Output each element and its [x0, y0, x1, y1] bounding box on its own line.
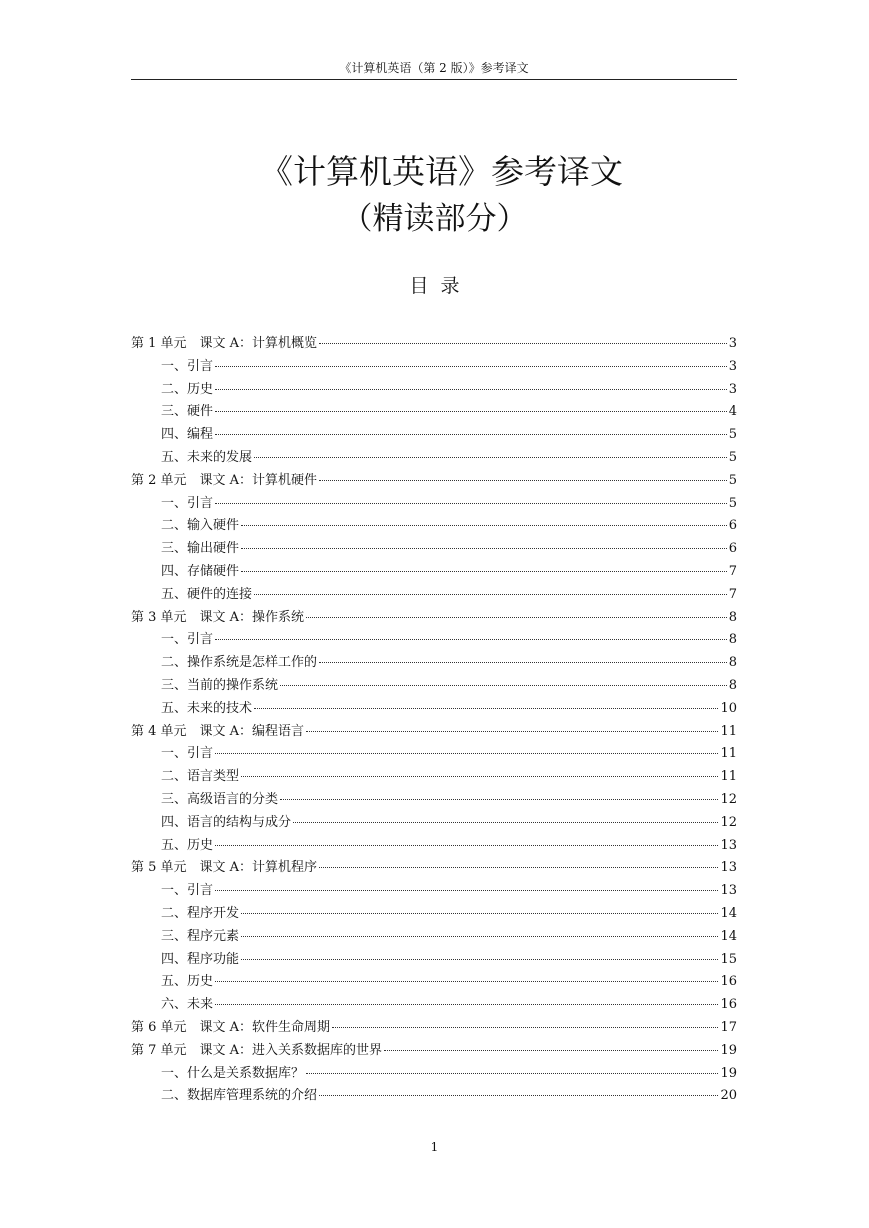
table-of-contents: [131, 333, 737, 1108]
toc-unit-entry[interactable]: [131, 470, 737, 493]
toc-section-entry[interactable]: [131, 356, 737, 379]
toc-entry-label: 五、未来的技术: [161, 700, 253, 716]
toc-entry-page: 13: [720, 837, 737, 853]
toc-entry-label: 一、引言: [161, 632, 214, 648]
toc-dot-leader: [306, 617, 727, 618]
toc-unit-entry[interactable]: [131, 721, 737, 744]
toc-section-entry[interactable]: [131, 515, 737, 538]
toc-entry-page: 3: [728, 336, 737, 351]
toc-entry-page: 8: [728, 632, 737, 648]
toc-entry-page: 7: [728, 563, 737, 579]
toc-entry-label: 二、输入硬件: [161, 518, 240, 534]
toc-dot-leader: [215, 639, 727, 640]
toc-entry-label: 二、历史: [161, 381, 214, 397]
toc-dot-leader: [215, 503, 727, 504]
toc-entry-page: 20: [720, 1088, 737, 1104]
toc-section-entry[interactable]: [131, 789, 737, 812]
toc-section-entry[interactable]: [131, 812, 737, 835]
toc-dot-leader: [241, 776, 718, 777]
toc-entry-page: 4: [728, 404, 737, 420]
toc-entry-page: 17: [720, 1019, 737, 1035]
toc-dot-leader: [215, 411, 727, 412]
toc-entry-label: 二、操作系统是怎样工作的: [161, 655, 318, 671]
toc-dot-leader: [241, 525, 727, 526]
toc-dot-leader: [319, 867, 718, 868]
page-number: 1: [430, 1140, 439, 1154]
toc-entry-label: 三、硬件: [161, 404, 214, 420]
toc-section-entry[interactable]: [131, 538, 737, 561]
toc-entry-label: 第 1 单元 课文 A：计算机概览: [131, 336, 318, 351]
toc-entry-label: 三、程序元素: [161, 928, 240, 944]
toc-dot-leader: [254, 457, 727, 458]
toc-entry-page: 8: [728, 655, 737, 671]
toc-entry-page: 11: [720, 723, 737, 739]
toc-dot-leader: [215, 890, 718, 891]
toc-section-entry[interactable]: [131, 1085, 737, 1108]
toc-dot-leader: [215, 389, 727, 390]
toc-entry-label: 一、引言: [161, 358, 214, 374]
toc-section-entry[interactable]: [131, 447, 737, 470]
toc-unit-entry[interactable]: [131, 1017, 737, 1040]
toc-dot-leader: [241, 936, 718, 937]
toc-entry-label: 第 6 单元 课文 A：软件生命周期: [131, 1019, 331, 1035]
toc-entry-label: 一、引言: [161, 883, 214, 899]
toc-dot-leader: [384, 1050, 718, 1051]
toc-section-entry[interactable]: [131, 1063, 737, 1086]
toc-entry-page: 19: [720, 1042, 737, 1058]
toc-dot-leader: [319, 1095, 718, 1096]
toc-section-entry[interactable]: [131, 994, 737, 1017]
toc-dot-leader: [241, 548, 727, 549]
toc-section-entry[interactable]: [131, 584, 737, 607]
toc-entry-label: 一、什么是关系数据库？: [161, 1065, 305, 1081]
toc-section-entry[interactable]: [131, 629, 737, 652]
toc-entry-page: 10: [720, 700, 737, 716]
toc-entry-label: 第 5 单元 课文 A：计算机程序: [131, 860, 318, 876]
toc-entry-label: 四、程序功能: [161, 951, 240, 967]
toc-section-entry[interactable]: [131, 493, 737, 516]
document-title: 《计算机英语》参考译文: [260, 152, 623, 191]
toc-entry-label: 四、语言的结构与成分: [161, 814, 292, 830]
toc-entry-page: 5: [728, 495, 737, 511]
toc-entry-label: 一、引言: [161, 495, 214, 511]
toc-dot-leader: [306, 731, 718, 732]
toc-dot-leader: [254, 708, 718, 709]
toc-entry-page: 6: [728, 518, 737, 534]
toc-entry-label: 五、历史: [161, 837, 214, 853]
toc-entry-label: 二、数据库管理系统的介绍: [161, 1088, 318, 1104]
toc-entry-page: 5: [728, 472, 737, 488]
toc-section-entry[interactable]: [131, 880, 737, 903]
toc-entry-page: 3: [728, 358, 737, 374]
toc-entry-page: 6: [728, 541, 737, 557]
toc-dot-leader: [280, 685, 727, 686]
toc-dot-leader: [215, 1004, 718, 1005]
toc-dot-leader: [215, 845, 718, 846]
toc-section-entry[interactable]: [131, 424, 737, 447]
toc-unit-entry[interactable]: [131, 1040, 737, 1063]
toc-dot-leader: [215, 981, 718, 982]
toc-section-entry[interactable]: [131, 903, 737, 926]
toc-entry-label: 二、程序开发: [161, 905, 240, 921]
toc-entry-label: 五、未来的发展: [161, 449, 253, 465]
toc-section-entry[interactable]: [131, 743, 737, 766]
toc-entry-page: 16: [720, 974, 737, 990]
header-rule: [131, 79, 737, 80]
toc-entry-page: 12: [720, 814, 737, 830]
toc-dot-leader: [215, 366, 727, 367]
toc-unit-entry[interactable]: [131, 857, 737, 880]
toc-section-entry[interactable]: [131, 401, 737, 424]
toc-entry-label: 三、高级语言的分类: [161, 791, 279, 807]
toc-dot-leader: [241, 571, 727, 572]
toc-dot-leader: [319, 343, 727, 344]
toc-dot-leader: [280, 799, 718, 800]
toc-unit-entry[interactable]: [131, 333, 737, 356]
toc-section-entry[interactable]: [131, 561, 737, 584]
toc-dot-leader: [332, 1027, 718, 1028]
toc-entry-label: 五、硬件的连接: [161, 586, 253, 602]
toc-dot-leader: [241, 913, 718, 914]
toc-entry-page: 19: [720, 1065, 737, 1081]
toc-entry-page: 5: [728, 449, 737, 465]
toc-dot-leader: [293, 822, 718, 823]
toc-dot-leader: [241, 959, 718, 960]
toc-section-entry[interactable]: [131, 379, 737, 402]
toc-entry-page: 15: [720, 951, 737, 967]
toc-entry-label: 四、编程: [161, 427, 214, 443]
toc-entry-label: 五、历史: [161, 974, 214, 990]
toc-entry-label: 第 2 单元 课文 A：计算机硬件: [131, 472, 318, 488]
toc-section-entry[interactable]: [131, 835, 737, 858]
toc-dot-leader: [215, 434, 727, 435]
toc-entry-page: 12: [720, 791, 737, 807]
document-subtitle: （精读部分）: [341, 201, 528, 237]
toc-entry-label: 第 4 单元 课文 A：编程语言: [131, 723, 305, 739]
toc-section-entry[interactable]: [131, 949, 737, 972]
toc-entry-label: 三、输出硬件: [161, 541, 240, 557]
toc-entry-page: 16: [720, 997, 737, 1013]
toc-dot-leader: [319, 480, 727, 481]
toc-section-entry[interactable]: [131, 675, 737, 698]
running-header: 《计算机英语（第 2 版）》参考译文: [339, 61, 529, 75]
toc-entry-page: 7: [728, 586, 737, 602]
toc-entry-label: 三、当前的操作系统: [161, 677, 279, 693]
toc-entry-label: 二、语言类型: [161, 769, 240, 785]
toc-entry-label: 第 7 单元 课文 A：进入关系数据库的世界: [131, 1042, 383, 1058]
toc-entry-page: 14: [720, 905, 737, 921]
toc-dot-leader: [215, 753, 718, 754]
toc-section-entry[interactable]: [131, 652, 737, 675]
toc-entry-page: 11: [720, 769, 737, 785]
toc-entry-page: 11: [720, 746, 737, 762]
toc-entry-page: 14: [720, 928, 737, 944]
toc-section-entry[interactable]: [131, 698, 737, 721]
toc-section-entry[interactable]: [131, 971, 737, 994]
toc-entry-page: 8: [728, 677, 737, 693]
toc-entry-label: 一、引言: [161, 746, 214, 762]
toc-entry-label: 四、存储硬件: [161, 563, 240, 579]
toc-entry-page: 3: [728, 381, 737, 397]
toc-dot-leader: [319, 662, 727, 663]
toc-entry-page: 13: [720, 883, 737, 899]
toc-heading: 目录: [409, 275, 472, 297]
toc-entry-label: 六、未来: [161, 997, 214, 1013]
toc-section-entry[interactable]: [131, 926, 737, 949]
toc-entry-page: 5: [728, 427, 737, 443]
toc-section-entry[interactable]: [131, 766, 737, 789]
toc-entry-label: 第 3 单元 课文 A：操作系统: [131, 609, 305, 625]
toc-dot-leader: [254, 594, 727, 595]
toc-entry-page: 8: [728, 609, 737, 625]
toc-unit-entry[interactable]: [131, 607, 737, 630]
toc-entry-page: 13: [720, 860, 737, 876]
toc-dot-leader: [306, 1073, 718, 1074]
